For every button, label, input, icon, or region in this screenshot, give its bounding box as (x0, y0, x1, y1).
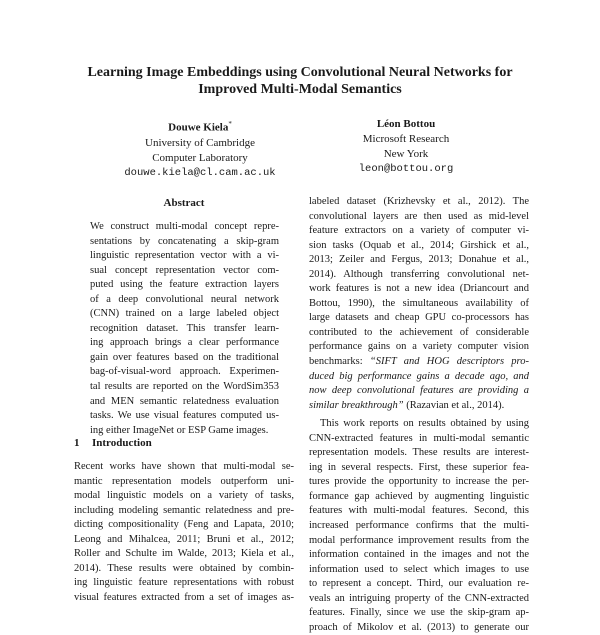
abstract-line: bag-of-visual-word approach. Experimen- (90, 366, 279, 378)
intro-line: dicting compositionality (Feng and Lapata, 2010; (74, 519, 294, 531)
right-para2-line: information contained in the images and not the (309, 549, 529, 561)
right-para2-line: representation models. These results are interest- (309, 447, 529, 459)
quote-text: duced big performance gains a decade ago, and (309, 370, 529, 382)
author-affiliation-1b: Computer Laboratory (152, 151, 248, 164)
author-affiliation-2b: New York (383, 148, 429, 160)
right-para1-line: work features is not a new idea (Driancourt and (309, 283, 529, 295)
author-email-1: douwe.kiela@cl.cam.ac.uk (124, 166, 276, 179)
intro-body (74, 460, 294, 605)
intro-line: modal linguistic models on a variety of tasks, (74, 490, 294, 502)
abstract-line: We construct multi-modal concept repre- (90, 221, 279, 232)
right-para1-line: 2014). Although transferring convolutional net- (309, 268, 529, 280)
right-para1-line: Bottou, 1990), the simultaneous availability of (309, 297, 529, 309)
right-para2-line: CNN-extracted features in multi-modal semantic (309, 432, 529, 444)
right-para2-line: features with multi-modal features. Second, this (309, 505, 529, 517)
title-line-2: Improved Multi-Modal Semantics (198, 82, 402, 97)
author-block-2 (296, 117, 516, 177)
title-line-1: Learning Image Embeddings using Convolutional Neural Networks for (87, 65, 513, 80)
abstract-line: sentations by concatenating a skip-gram (90, 235, 279, 247)
right-para1-line: contributed to the achievement of considerable (309, 326, 529, 338)
author-email-2: leon@bottou.org (358, 163, 454, 175)
abstract-line: recognition dataset. This transfer learn- (90, 322, 279, 334)
abstract-line: of a deep convolutional neural network (90, 293, 279, 305)
abstract-line: gain over features based on the traditional (90, 351, 279, 363)
quote-line (309, 384, 529, 399)
author-affiliation-1a: University of Cambridge (145, 136, 255, 149)
intro-line: visual features extracted from a set of images as- (74, 591, 294, 603)
quote-start: “SIFT and HOG descriptors pro- (369, 356, 529, 368)
abstract-body (90, 220, 279, 438)
intro-line: Roller and Schulte im Walde, 2013; Kiela et al., (74, 548, 294, 560)
right-para2-line: ing in several respects. First, these superior fea- (309, 461, 529, 473)
intro-line: 2014). These results were obtained by combin- (74, 562, 294, 574)
intro-line: Leong and Mihalcea, 2011; Bruni et al., 2012; (74, 533, 294, 545)
quote-text: similar breakthrough” (309, 399, 404, 411)
abstract-line: and MEN semantic relatedness evaluation (90, 395, 279, 407)
section-number: 1 (74, 437, 80, 449)
section-title: Introduction (92, 437, 152, 449)
right-para2-line: modal performance improvement results from the (309, 534, 529, 546)
intro-line: including modeling semantic relatedness and pre- (74, 504, 294, 516)
author-name-1: Douwe Kiela (168, 121, 229, 134)
author-mark-1: * (228, 120, 232, 128)
section-heading (74, 437, 294, 449)
right-column (309, 195, 529, 635)
right-para2-line: proach of Mikolov et al. (2013) to generate our (309, 621, 529, 633)
right-para1-line: large datasets and cheap GPU co-processors has (309, 312, 529, 324)
right-para2-line: features. Finally, since we use the skip-gram ap- (309, 607, 529, 619)
quote-line (309, 370, 529, 385)
abstract-line: sual concept representation vector com- (90, 264, 279, 276)
intro-line: ing linguistic feature representations with robust (74, 577, 294, 589)
abstract-heading: Abstract (163, 197, 205, 209)
right-para1-line: sion tasks (Oquab et al., 2014; Girshick et al., (309, 239, 529, 251)
abstract-line: puted using the feature extraction layers (90, 279, 279, 291)
abstract-line: tasks. We use visual features computed us- (90, 410, 279, 422)
right-para2-line: veals an intriguing property of the CNN-extracted (309, 592, 529, 604)
right-para1-line: performance gains on a variety computer vision (309, 341, 529, 353)
right-para2-line: to represent a concept. Third, our evaluation re- (309, 578, 529, 590)
right-para1-line: 2013; Zeiler and Fergus, 2013; Donahue et al., (309, 254, 529, 266)
right-para1-line: labeled dataset (Krizhevsky et al., 2012). The (309, 196, 529, 207)
abstract-line: tal results are reported on the WordSim353 (90, 381, 279, 393)
abstract-line: linguistic representation vector with a vi- (90, 250, 279, 262)
right-para1-line: convolutional layers are then used as mid-level (309, 210, 529, 222)
quote-lead: benchmarks: (309, 356, 363, 368)
author-affiliation-2a: Microsoft Research (362, 133, 450, 145)
quote-line (309, 399, 529, 414)
abstract-line: (CNN) trained on a large labeled object (90, 308, 279, 320)
abstract-line: ing either ImageNet or ESP Game images. (90, 424, 269, 436)
author-block-1 (90, 117, 310, 181)
author-name-2: Léon Bottou (376, 118, 436, 130)
right-para2-line: tures provide the opportunity to increase the per- (309, 476, 529, 488)
right-para2-line: information used to select which images to use (309, 563, 529, 575)
right-para2-line: formance gap achieved by augmenting linguistic (309, 490, 529, 502)
right-para2-line: increased performance confirms that the multi- (309, 520, 529, 532)
abstract-line: ing approach brings a clear performance (90, 337, 279, 349)
quote-citation: (Razavian et al., 2014). (403, 399, 505, 411)
right-para1-line: feature extractors on a variety of computer vi- (309, 225, 529, 237)
quote-text: now deep convolutional features are providing a (309, 385, 529, 397)
paper-title (40, 64, 560, 98)
intro-line: Recent works have shown that multi-modal se- (74, 461, 294, 472)
intro-line: mantic representation models outperform uni- (74, 475, 294, 487)
right-para2-line: This work reports on results obtained by using (320, 418, 529, 430)
right-para1-line (309, 355, 529, 370)
